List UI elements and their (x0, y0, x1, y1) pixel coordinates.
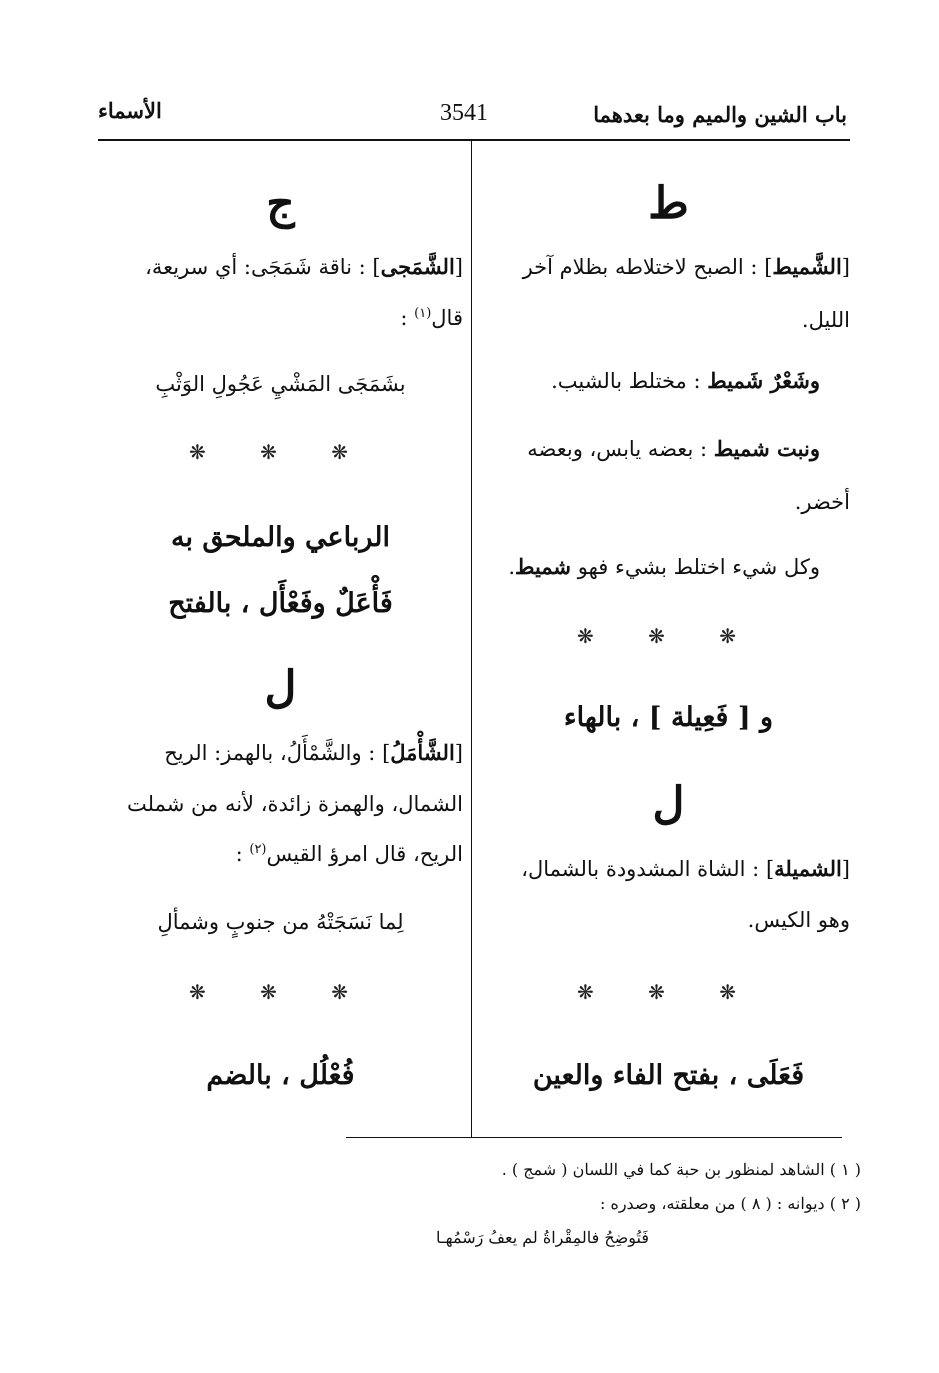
entry-al-shamal-line3: الريح، قال امرؤ القيس$^{(٢)}$ : (235, 842, 463, 866)
section-heading-rubai: الرباعي والملحق به (170, 522, 391, 553)
header-rule (98, 139, 850, 141)
footnote-rule (346, 1137, 842, 1138)
entry-al-shamit-line1: [الشَّميط] : الصبح لاختلاطه بظلام آخر (522, 254, 850, 279)
section-heading-faila: و [ فَعِيلة ] ، بالهاء (563, 702, 774, 733)
headword: الشَّأْمَلُ (390, 740, 455, 765)
headword: الشميلة (774, 856, 842, 881)
footnote-ref-1: (١) (414, 306, 432, 321)
entry-al-shamila-line2: وهو الكيس. (747, 908, 850, 932)
headword: الشَّمَجى (380, 254, 455, 279)
footnote-ref-2: (٢) (249, 842, 267, 857)
entry-al-shamit-line2: الليل. (801, 308, 850, 332)
headword: شميط (515, 554, 572, 579)
running-head-chapter: باب الشين والميم وما بعدهما (593, 102, 847, 127)
section-separator-stars: ❋ ❋ ❋ (189, 440, 372, 464)
entry-al-shamal-line1: [الشَّأْمَلُ] : والشَّمْأَلُ، بالهمز: الريح (164, 740, 463, 765)
entry-al-shamila-line1: [الشميلة] : الشاة المشدودة بالشمال، (521, 856, 850, 881)
verse-quote-2: لِما نَسَجَتْهُ من جنوبٍ وشمألِ (157, 910, 404, 934)
section-heading-fulul: فُعْلُل ، بالضم (206, 1060, 355, 1091)
section-separator-stars: ❋ ❋ ❋ (577, 980, 760, 1004)
page-number: 3541 (440, 100, 488, 126)
section-letter-lam: ل (264, 662, 297, 713)
entry-nabt-shamit-line1: ونبت شميط : بعضه يابس، وبعضه (527, 436, 820, 461)
section-letter-lam: ل (652, 778, 685, 829)
entry-shar-shamit: وشَعْرٌ شَميط : مختلط بالشيب. (551, 368, 820, 393)
entry-al-shamaja-line2: قال$^{(١)}$ : (400, 306, 463, 330)
entry-kull-shay: وكل شيء اختلط بشيء فهو شميط. (508, 554, 820, 579)
section-separator-stars: ❋ ❋ ❋ (577, 624, 760, 648)
section-letter-jim: ج (266, 178, 295, 229)
column-divider (471, 141, 472, 1137)
footnote-1: ( ١ ) الشاهد لمنظور بن حبة كما في اللسان ( شمج ) . (501, 1160, 861, 1179)
headword: ونبت شميط (713, 436, 820, 461)
footnote-2-verse: فَتُوضِحُ فالمِقْراةُ لم يعفُ رَسْمُهـا (436, 1228, 649, 1247)
running-head-section: الأسماء (98, 98, 162, 123)
section-heading-fala: فَعَلَى ، بفتح الفاء والعين (532, 1060, 805, 1091)
section-separator-stars: ❋ ❋ ❋ (189, 980, 372, 1004)
entry-nabt-shamit-line2: أخضر. (794, 490, 850, 514)
footnote-2: ( ٢ ) ديوانه : ( ٨ ) من معلقته، وصدره : (599, 1194, 861, 1213)
entry-al-shamaja-line1: [الشَّمَجى] : ناقة شَمَجَى: أي سريعة، (145, 254, 463, 279)
headword: وشَعْرٌ شَميط (707, 368, 820, 393)
entry-al-shamal-line2: الشمال، والهمزة زائدة، لأنه من شملت (127, 792, 463, 816)
section-letter-ta: ط (648, 178, 689, 229)
verse-quote-1: بشَمَجَى المَشْيِ عَجُولِ الوَثْبِ (155, 372, 406, 396)
section-heading-faal: فَأْعَلٌ وفَعْأَل ، بالفتح (168, 588, 393, 619)
headword: الشَّميط (772, 254, 842, 279)
